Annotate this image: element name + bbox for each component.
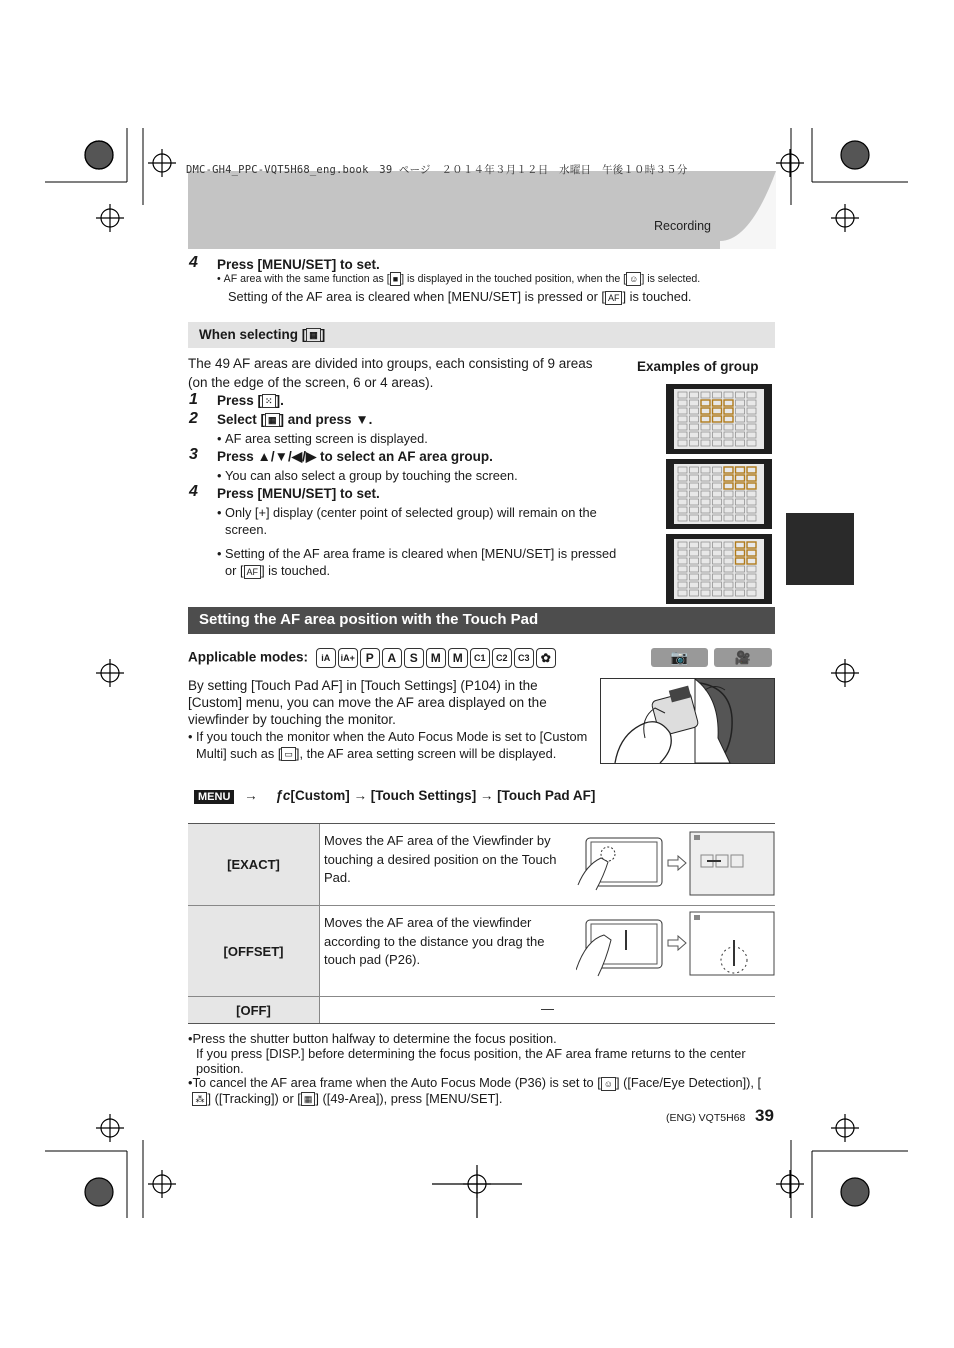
group-section-title: When selecting [ ▦ ] — [199, 327, 326, 342]
touchpad-note: • If you touch the monitor when the Auto Focus Mode is set to [Custom Multi] such as [ ▭ ], the AF area setting screen will be displayed. — [188, 729, 588, 761]
step-text: Select [ ▦ ] and press ▼. — [217, 412, 373, 427]
face-detection-icon: ☺ — [601, 1077, 616, 1091]
bottom-note-shutter: • Press the shutter button halfway to determine the focus position. If you press [DISP.] before determining the focus position, the AF area frame returns to the center position. — [188, 1031, 746, 1076]
step-note: • Setting of the AF area frame is cleared when [MENU/SET] is pressed or [ AF ] is touched. — [217, 546, 617, 578]
mode-icon: S — [404, 648, 424, 668]
note-cleared: Setting of the AF area is cleared when [MENU/SET] is pressed or [ AF ] is touched. — [228, 289, 692, 304]
mode-icon: iA+ — [338, 648, 358, 668]
step-number: 4 — [189, 483, 198, 500]
table-row — [188, 906, 775, 997]
step-number: 1 — [189, 391, 198, 408]
option-description: Moves the AF area of the viewfinder according to the distance you drag the touch pad (P26). — [320, 906, 775, 996]
page-number: 39 — [755, 1106, 774, 1125]
step-note: • You can also select a group by touching the screen. — [217, 468, 518, 483]
print-header: DMC-GH4_PPC-VQT5H68_eng.book 39 ページ ２０１４年３月１２日 水曜日 午後１０時３５分 — [186, 164, 688, 176]
mode-icon: M — [448, 648, 468, 668]
chapter-side-tab — [786, 513, 854, 585]
footer-code: (ENG) VQT5H68 — [666, 1112, 746, 1124]
step-text: Press [MENU/SET] to set. — [217, 257, 380, 272]
touch-af-icon: AF — [244, 565, 262, 579]
viewfinder-user-illustration — [600, 678, 775, 764]
mode-icon: A — [382, 648, 402, 668]
option-description: — — [541, 1001, 554, 1016]
step-number: 2 — [189, 410, 198, 427]
examples-title: Examples of group — [637, 359, 759, 374]
exact-mode-illustration — [576, 830, 776, 900]
touchpad-options-table — [188, 823, 775, 1024]
custom-multi-icon: ▭ — [281, 747, 296, 761]
video-camera-icon: 🎥 — [714, 648, 772, 667]
menu-path: MENU → ƒc[Custom] → [Touch Settings] → [Touch Pad AF] — [194, 788, 595, 803]
mode-icon: C2 — [492, 648, 512, 668]
applicable-modes: Applicable modes: iA iA+ P A S M M C1 C2 C3 ✿ — [188, 648, 558, 668]
menu-badge: MENU — [194, 790, 234, 804]
table-row — [188, 824, 775, 906]
step-text: Press [ ⁙ ]. — [217, 393, 284, 408]
group-examples-illustration — [666, 384, 772, 606]
note-af-area: • AF area with the same function as [ ■ ] is displayed in the touched position, when the [ ☺ ] is selected. — [217, 272, 701, 285]
section-label: Recording — [654, 219, 711, 233]
touchpad-intro: By setting [Touch Pad AF] in [Touch Settings] (P104) in the [Custom] menu, you can move the AF area displayed on the viewfinder by touching the monitor. — [188, 678, 547, 727]
offset-mode-illustration — [576, 910, 776, 990]
mode-icon: ✿ — [536, 648, 556, 668]
step-text: Press [MENU/SET] to set. — [217, 486, 380, 501]
mode-icon: C3 — [514, 648, 534, 668]
area49-icon: ▦ — [301, 1092, 316, 1106]
group-intro: The 49 AF areas are divided into groups, each consisting of 9 areas (on the edge of the screen, 6 or 4 areas). — [188, 356, 593, 390]
camera-icon: 📷 — [651, 648, 708, 667]
af-mode-icon: ⁙ — [262, 394, 276, 408]
header-band-curve — [720, 171, 780, 251]
step-note: • AF area setting screen is displayed. — [217, 431, 428, 446]
option-label: [OFFSET] — [188, 906, 320, 996]
mode-icon: iA — [316, 648, 336, 668]
face-detection-icon: ☺ — [626, 272, 641, 286]
option-description: Moves the AF area of the Viewfinder by touching a desired position on the Touch Pad. — [320, 824, 775, 905]
touch-af-icon: AF — [605, 291, 623, 305]
group-af-icon: ▦ — [265, 413, 280, 427]
group-af-icon: ▦ — [306, 328, 321, 342]
option-label: [EXACT] — [188, 824, 320, 905]
option-label: [OFF] — [188, 997, 320, 1023]
table-row — [188, 997, 775, 1023]
step-note: • Only [+] display (center point of selected group) will remain on the screen. — [217, 505, 597, 537]
af-square-icon: ■ — [390, 272, 401, 286]
step-number: 4 — [189, 254, 198, 271]
step-text: Press ▲/▼/◀/▶ to select an AF area group. — [217, 449, 493, 464]
bottom-note-cancel: • To cancel the AF area frame when the Auto Focus Mode (P36) is set to [ ☺ ] ([Face/Eye Detection]), [⁂ ] ([Tracking]) or [ ▦ ] ([49-Area]), press [MENU/SET]. — [188, 1075, 762, 1106]
custom-menu-icon: ƒc — [275, 788, 291, 803]
mode-icon: M — [426, 648, 446, 668]
step-number: 3 — [189, 446, 198, 463]
touchpad-section-title: Setting the AF area position with the Touch Pad — [199, 611, 539, 628]
mode-icon: P — [360, 648, 380, 668]
chapter-header-band — [188, 171, 776, 249]
mode-icon: C1 — [470, 648, 490, 668]
tracking-icon: ⁂ — [192, 1092, 207, 1106]
